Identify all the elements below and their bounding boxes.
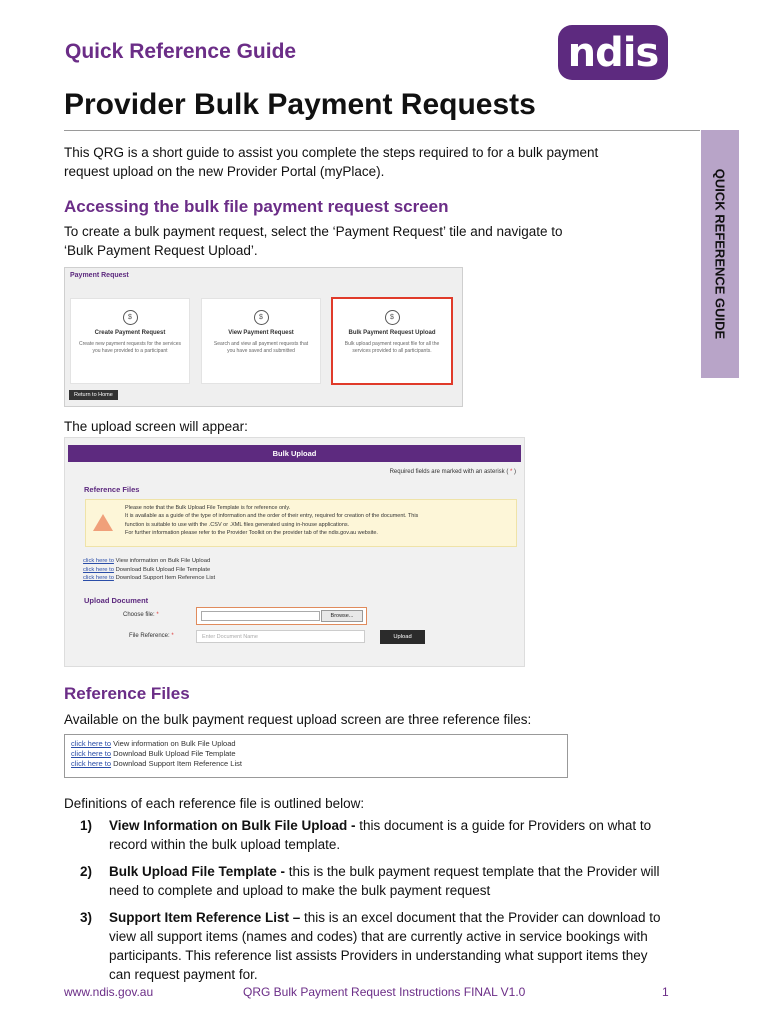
definitions-intro: Definitions of each reference file is outlined below: <box>64 796 365 811</box>
click-here-link[interactable]: click here to <box>71 749 112 758</box>
list-body <box>109 862 672 900</box>
link-description: View information on Bulk File Upload <box>113 739 236 748</box>
list-number: 3) <box>80 910 93 925</box>
ndis-logo: ndis <box>558 25 668 80</box>
reference-link-row <box>71 759 242 769</box>
definition-term: Bulk Upload File Template - <box>109 864 286 879</box>
footer-url[interactable]: www.ndis.gov.au <box>64 985 154 999</box>
required-note-text: Required fields are marked with an asterisk ( <box>389 469 509 475</box>
list-body <box>109 908 672 984</box>
return-to-home-button[interactable]: Return to Home <box>69 390 118 400</box>
tile-description: Search and view all payment requests that you have saved and submitted <box>213 341 309 354</box>
file-reference-label <box>129 633 174 639</box>
required-close: ) <box>514 469 516 475</box>
list-body <box>109 816 672 854</box>
footer-doc-title: QRG Bulk Payment Request Instructions FINAL V1.0 <box>243 985 526 999</box>
intro-line-1: This QRG is a short guide to assist you complete the steps required to for a bulk payment <box>64 145 599 160</box>
reference-files-text: Available on the bulk payment request upload screen are three reference files: <box>64 712 532 727</box>
tile-description: Create new payment requests for the services you have provided to a participant <box>79 341 181 354</box>
reference-link-row <box>83 574 215 583</box>
list-item <box>80 816 672 854</box>
page-title: Provider Bulk Payment Requests <box>64 88 536 121</box>
intro-line-2: request upload on the new Provider Portal (myPlace). <box>64 164 385 179</box>
required-asterisk: * <box>509 469 513 475</box>
notice-line: function is suitable to use with the .CSV or .XML files generated using in-house applications. <box>125 521 350 528</box>
payment-request-screenshot <box>64 267 463 407</box>
warning-icon <box>93 514 113 531</box>
click-here-link[interactable]: click here to <box>71 759 112 768</box>
notice-line: It is available as a guide of the type of information and the order of their entry, required for creation of the document. This <box>125 513 419 520</box>
upload-screen-text: The upload screen will appear: <box>64 419 248 434</box>
definition-term: View Information on Bulk File Upload - <box>109 818 356 833</box>
link-description: Download Support Item Reference List <box>115 575 216 581</box>
intro-paragraph <box>64 143 664 181</box>
list-item <box>80 908 672 984</box>
link-description: Download Support Item Reference List <box>113 759 242 768</box>
reference-link-row <box>83 557 215 566</box>
section-access-line-2: ‘Bulk Payment Request Upload’. <box>64 243 258 258</box>
bulk-upload-header: Bulk Upload <box>68 445 521 462</box>
notice-line: Please note that the Bulk Upload File Template is for reference only. <box>125 505 291 511</box>
link-description: Download Bulk Upload File Template <box>113 749 236 758</box>
tile-title: Create Payment Request <box>94 330 166 336</box>
notice-text <box>125 504 510 537</box>
notice-line: For further information please refer to the Provider Toolkit on the provider tab of the ndis.gov.au website. <box>125 529 378 536</box>
dollar-icon: $ <box>123 310 138 325</box>
required-fields-note <box>390 469 516 475</box>
tile-description: Bulk upload payment request file for all the services provided to all participants. <box>344 341 440 354</box>
tile-title: Bulk Payment Request Upload <box>348 330 436 336</box>
section-access-text <box>64 222 664 260</box>
section-heading-access: Accessing the bulk file payment request screen <box>64 197 449 216</box>
click-here-link[interactable]: click here to <box>71 739 112 748</box>
list-number: 2) <box>80 864 93 879</box>
tile-create-payment-request[interactable] <box>70 298 190 384</box>
definition-text: this is an excel document that the Provider can download to view all support items (names and codes) that are currently active in service bookings with participants. This reference list assists Providers in understanding what support items they can request payment for. <box>109 910 661 982</box>
dollar-icon: $ <box>254 310 269 325</box>
upload-document-title: Upload Document <box>84 596 149 605</box>
guide-label: Quick Reference Guide <box>65 40 297 63</box>
choose-file-label <box>123 612 159 618</box>
definitions-list <box>80 816 672 992</box>
upload-button[interactable]: Upload <box>380 630 425 644</box>
title-divider <box>64 130 700 131</box>
dollar-icon: $ <box>385 310 400 325</box>
reference-links <box>71 739 242 769</box>
notice-box <box>85 499 517 547</box>
payment-request-title: Payment Request <box>70 272 129 279</box>
list-number: 1) <box>80 818 93 833</box>
definition-term: Support Item Reference List – <box>109 910 301 925</box>
link-description: View information on Bulk File Upload <box>115 558 211 564</box>
click-here-link[interactable]: click here to <box>83 566 114 573</box>
definition-text: this document is a guide for Providers on what to record within the bulk upload template. <box>109 818 652 852</box>
required-asterisk: * <box>171 633 174 639</box>
reference-links-screenshot <box>64 734 568 778</box>
file-reference-input[interactable]: Enter Document Name <box>196 630 365 643</box>
file-reference-text: File Reference: <box>129 633 170 639</box>
file-path-field[interactable] <box>201 611 320 621</box>
section-heading-reference-files: Reference Files <box>64 684 190 703</box>
definition-text: this is the bulk payment request template that the Provider will need to complete and upload to make the bulk payment request <box>109 864 660 898</box>
side-tab <box>701 130 739 378</box>
choose-file-text: Choose file: <box>123 612 155 618</box>
reference-link-row <box>71 739 242 749</box>
tile-view-payment-request[interactable] <box>201 298 321 384</box>
browse-button[interactable]: Browse... <box>321 610 363 622</box>
required-asterisk: * <box>156 612 159 618</box>
side-tab-label: QUICK REFERENCE GUIDE <box>712 168 728 340</box>
footer-page-number: 1 <box>662 985 669 999</box>
choose-file-input[interactable] <box>196 607 367 625</box>
reference-files-title: Reference Files <box>84 485 140 494</box>
bulk-upload-screenshot <box>64 437 525 667</box>
reference-link-row <box>71 749 242 759</box>
link-description: Download Bulk Upload File Template <box>115 566 211 573</box>
list-item <box>80 862 672 900</box>
click-here-link[interactable]: click here to <box>83 558 114 564</box>
tile-bulk-payment-request-upload[interactable] <box>331 297 453 385</box>
tile-title: View Payment Request <box>228 330 294 336</box>
click-here-link[interactable]: click here to <box>83 575 114 581</box>
section-access-line-1: To create a bulk payment request, select the ‘Payment Request’ tile and navigate to <box>64 224 563 239</box>
reference-links <box>83 557 215 583</box>
reference-link-row <box>83 566 215 575</box>
